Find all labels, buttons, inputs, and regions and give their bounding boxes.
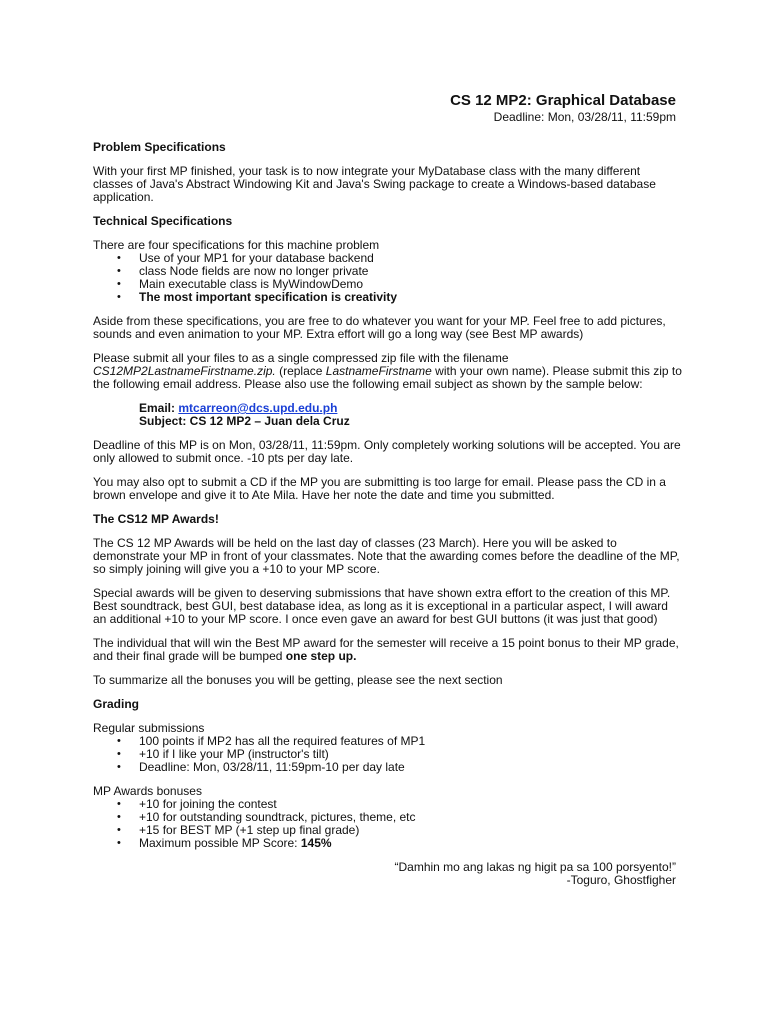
list-item: • Maximum possible MP Score: 145% xyxy=(117,836,332,850)
email-label: Email: xyxy=(139,401,179,415)
bullet-icon: • xyxy=(117,824,121,836)
grading-heading: Grading xyxy=(93,697,140,711)
bullet-icon: • xyxy=(117,811,121,823)
list-item: • +10 for outstanding soundtrack, pictures, theme, etc xyxy=(117,810,416,824)
bullet-icon: • xyxy=(117,291,121,303)
deadline-text: Deadline of this MP is on Mon, 03/28/11, 11:59pm. Only completely working solutions will be accepted. You are only allowed to submit once. -10 pts per day late. xyxy=(93,438,681,465)
cd-text: You may also opt to submit a CD if the MP you are submitting is too large for email. Please pass the CD in a brown envelope and give it to Ate Mila. Have her note the date and time you submitted. xyxy=(93,475,666,502)
regular-label: Regular submissions xyxy=(93,721,205,735)
bonus-label: MP Awards bonuses xyxy=(93,784,202,798)
list-item: • +15 for BEST MP (+1 step up final grade) xyxy=(117,823,360,837)
awards-p1: The CS 12 MP Awards will be held on the last day of classes (23 March). Here you will be asked to demonstrate your MP in front of your classmates. Note that the awarding comes before the deadline of the MP, so simply joining will give you a +10 to your MP score. xyxy=(93,536,680,576)
quote-text: “Damhin mo ang lakas ng higit pa sa 100 porsyento!” xyxy=(394,860,676,874)
problem-heading: Problem Specifications xyxy=(93,140,226,154)
technical-intro: There are four specifications for this machine problem xyxy=(93,238,380,252)
technical-list xyxy=(93,252,683,304)
list-item: • Main executable class is MyWindowDemo xyxy=(117,277,364,291)
email-block xyxy=(93,402,683,428)
bullet-icon: • xyxy=(117,265,121,277)
submit-instructions: Please submit all your files to as a single compressed zip file with the filename CS12MP2LastnameFirstname.zip. (replace LastnameFirstname with your own name). Please submit this zip to the following email address. Please also use the following email subject as shown by the sample below: xyxy=(93,351,682,391)
awards-p4: To summarize all the bonuses you will be getting, please see the next section xyxy=(93,673,503,687)
aside-text: Aside from these specifications, you are free to do whatever you want for your MP. Feel free to add pictures, sounds and even animation to your MP. Extra effort will go a long way (see Best MP awards) xyxy=(93,314,666,341)
max-score: 145% xyxy=(300,836,332,850)
bullet-icon: • xyxy=(117,278,121,290)
list-item: • Use of your MP1 for your database backend xyxy=(117,251,374,265)
bullet-icon: • xyxy=(117,748,121,760)
regular-list xyxy=(93,735,683,774)
bullet-icon: • xyxy=(117,798,121,810)
bullet-icon: • xyxy=(117,252,121,264)
document-title: CS 12 MP2: Graphical Database xyxy=(450,92,676,109)
list-item: • 100 points if MP2 has all the required features of MP1 xyxy=(117,734,426,748)
deadline-line: Deadline: Mon, 03/28/11, 11:59pm xyxy=(493,110,676,124)
awards-heading: The CS12 MP Awards! xyxy=(93,512,219,526)
email-link[interactable]: mtcarreon@dcs.upd.edu.ph xyxy=(178,401,338,415)
bonus-list xyxy=(93,798,683,850)
list-item: • class Node fields are now no longer private xyxy=(117,264,369,278)
bullet-icon: • xyxy=(117,837,121,849)
awards-p2: Special awards will be given to deserving submissions that have shown extra effort to the creation of this MP. Best soundtrack, best GUI, best database idea, as long as it is exceptional in a particular aspect, I will award an additional +10 to your MP score. I once even gave an award for best GUI buttons (it was just that good) xyxy=(93,586,671,626)
title-block xyxy=(93,92,683,125)
document-page xyxy=(93,92,683,887)
quote-attribution: -Toguro, Ghostfigher xyxy=(566,873,676,887)
bullet-icon: • xyxy=(117,735,121,747)
awards-p3: The individual that will win the Best MP award for the semester will receive a 15 point bonus to their MP grade, and their final grade will be bumped one step up. xyxy=(93,636,679,663)
list-item: • Deadline: Mon, 03/28/11, 11:59pm-10 per day late xyxy=(117,760,405,774)
bullet-icon: • xyxy=(117,761,121,773)
problem-text: With your first MP finished, your task is to now integrate your MyDatabase class with the many different classes of Java's Abstract Windowing Kit and Java's Swing package to create a Windows-based database application. xyxy=(93,164,656,204)
list-item: • +10 for joining the contest xyxy=(117,797,277,811)
list-item: • The most important specification is creativity xyxy=(117,290,398,304)
email-subject: Subject: CS 12 MP2 – Juan dela Cruz xyxy=(139,414,350,428)
list-item: • +10 if I like your MP (instructor's tilt) xyxy=(117,747,329,761)
closing-quote xyxy=(93,861,683,887)
technical-heading: Technical Specifications xyxy=(93,214,233,228)
zip-filename: CS12MP2LastnameFirstname.zip. xyxy=(93,364,276,378)
